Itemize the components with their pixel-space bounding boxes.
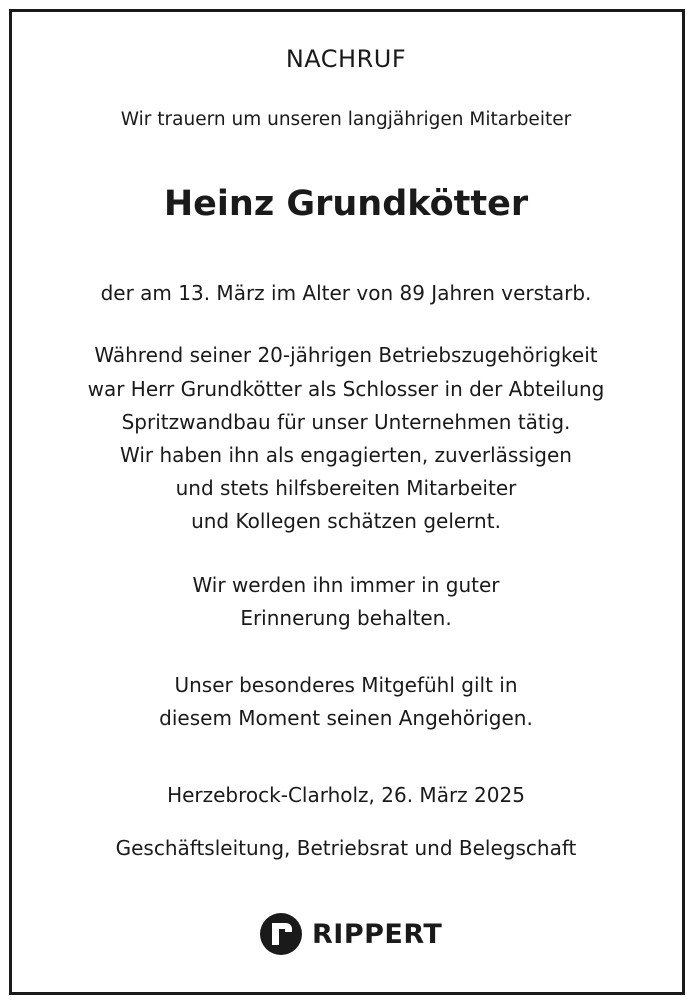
paragraph2-line-1: Wir werden ihn immer in guter (192, 573, 500, 597)
deceased-name: Heinz Grundkötter (163, 184, 529, 224)
paragraph1-line-3: Spritzwandbau für unser Unternehmen tätig. (121, 410, 571, 434)
paragraph3-line-2: diesem Moment seinen Angehörigen. (159, 706, 533, 730)
paragraph1-line-1: Während seiner 20-jährigen Betriebszugehörigkeit (94, 343, 598, 367)
paragraph1-line-2: war Herr Grundkötter als Schlosser in der Abteilung (87, 377, 605, 401)
intro-line: Wir trauern um unseren langjährigen Mitarbeiter (120, 109, 572, 130)
paragraph3-line-1: Unser besonderes Mitgefühl gilt in (174, 673, 518, 697)
rippert-logo (260, 912, 442, 956)
death-line: der am 13. März im Alter von 89 Jahren verstarb. (100, 281, 592, 305)
place-date: Herzebrock-Clarholz, 26. März 2025 (167, 783, 525, 807)
paragraph1-line-6: und Kollegen schätzen gelernt. (191, 509, 501, 533)
rippert-logo-icon (260, 913, 302, 955)
paragraph2-line-2: Erinnerung behalten. (240, 606, 452, 630)
paragraph1-line-5: und stets hilfsbereiten Mitarbeiter (175, 476, 517, 500)
paragraph1-line-4: Wir haben ihn als engagierten, zuverlässigen (120, 443, 572, 467)
logo-text: RIPPERT (312, 918, 443, 950)
notice-title: NACHRUF (285, 45, 407, 73)
signature-line: Geschäftsleitung, Betriebsrat und Belegschaft (115, 836, 577, 860)
